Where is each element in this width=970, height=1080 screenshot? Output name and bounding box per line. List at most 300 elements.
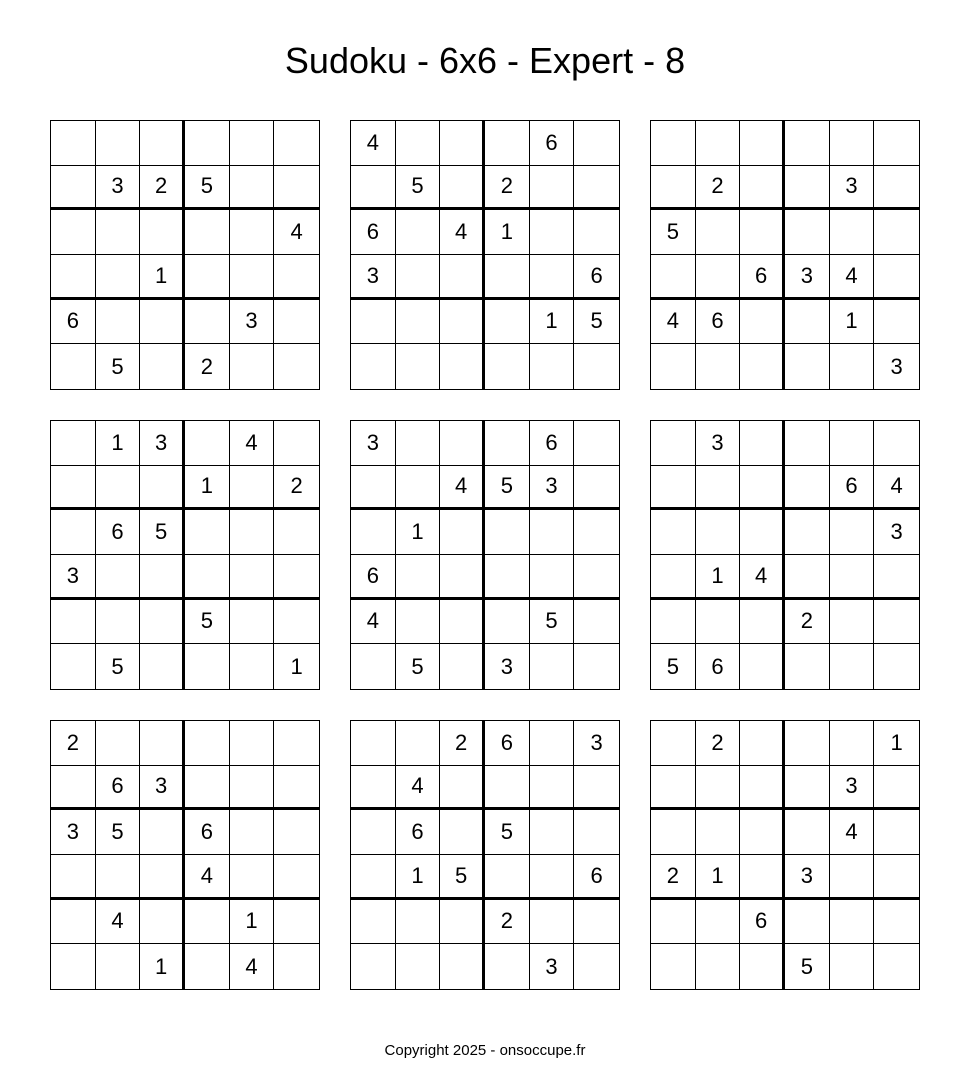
- empty-cell[interactable]: [530, 900, 575, 945]
- given-cell: 2: [485, 900, 530, 945]
- empty-cell[interactable]: [230, 555, 275, 600]
- given-cell: 1: [140, 255, 185, 300]
- empty-cell[interactable]: [574, 644, 619, 689]
- given-cell: 2: [785, 600, 830, 645]
- empty-cell[interactable]: [230, 255, 275, 300]
- given-cell: 4: [874, 466, 919, 511]
- empty-cell[interactable]: [874, 644, 919, 689]
- empty-cell[interactable]: [230, 121, 275, 166]
- empty-cell[interactable]: [740, 644, 785, 689]
- empty-cell[interactable]: [396, 944, 441, 989]
- given-cell: 2: [185, 344, 230, 389]
- page-title: Sudoku - 6x6 - Expert - 8: [284, 40, 686, 81]
- empty-cell[interactable]: [651, 421, 696, 466]
- empty-cell[interactable]: [440, 166, 485, 211]
- empty-cell[interactable]: [696, 210, 741, 255]
- empty-cell[interactable]: [874, 166, 919, 211]
- empty-cell[interactable]: [230, 721, 275, 766]
- empty-cell[interactable]: [530, 855, 575, 900]
- empty-cell[interactable]: [440, 255, 485, 300]
- empty-cell[interactable]: [274, 721, 319, 766]
- empty-cell[interactable]: [96, 600, 141, 645]
- empty-cell[interactable]: [740, 721, 785, 766]
- empty-cell[interactable]: [530, 255, 575, 300]
- empty-cell[interactable]: [396, 900, 441, 945]
- empty-cell[interactable]: [351, 166, 396, 211]
- empty-cell[interactable]: [274, 300, 319, 345]
- empty-cell[interactable]: [230, 600, 275, 645]
- given-cell: 4: [351, 600, 396, 645]
- empty-cell[interactable]: [574, 421, 619, 466]
- empty-cell[interactable]: [485, 421, 530, 466]
- empty-cell[interactable]: [785, 510, 830, 555]
- given-cell: 5: [396, 166, 441, 211]
- given-cell: 5: [96, 810, 141, 855]
- empty-cell[interactable]: [140, 344, 185, 389]
- empty-cell[interactable]: [185, 255, 230, 300]
- given-cell: 6: [396, 810, 441, 855]
- empty-cell[interactable]: [651, 510, 696, 555]
- empty-cell[interactable]: [830, 900, 875, 945]
- empty-cell[interactable]: [874, 810, 919, 855]
- empty-cell[interactable]: [530, 810, 575, 855]
- empty-cell[interactable]: [740, 466, 785, 511]
- empty-cell[interactable]: [651, 121, 696, 166]
- given-cell: 4: [830, 810, 875, 855]
- empty-cell[interactable]: [830, 344, 875, 389]
- given-cell: 5: [485, 466, 530, 511]
- empty-cell[interactable]: [396, 300, 441, 345]
- empty-cell[interactable]: [530, 721, 575, 766]
- given-cell: 3: [530, 466, 575, 511]
- empty-cell[interactable]: [274, 855, 319, 900]
- empty-cell[interactable]: [485, 944, 530, 989]
- empty-cell[interactable]: [574, 810, 619, 855]
- empty-cell[interactable]: [696, 466, 741, 511]
- given-cell: 2: [651, 855, 696, 900]
- empty-cell[interactable]: [785, 421, 830, 466]
- empty-cell[interactable]: [274, 766, 319, 811]
- empty-cell[interactable]: [51, 255, 96, 300]
- empty-cell[interactable]: [51, 600, 96, 645]
- empty-cell[interactable]: [651, 766, 696, 811]
- empty-cell[interactable]: [185, 721, 230, 766]
- given-cell: 6: [530, 421, 575, 466]
- empty-cell[interactable]: [696, 810, 741, 855]
- empty-cell[interactable]: [185, 510, 230, 555]
- empty-cell[interactable]: [140, 466, 185, 511]
- empty-cell[interactable]: [51, 121, 96, 166]
- empty-cell[interactable]: [274, 555, 319, 600]
- empty-cell[interactable]: [485, 344, 530, 389]
- empty-cell[interactable]: [96, 255, 141, 300]
- empty-cell[interactable]: [874, 944, 919, 989]
- empty-cell[interactable]: [351, 344, 396, 389]
- empty-cell[interactable]: [651, 555, 696, 600]
- empty-cell[interactable]: [185, 944, 230, 989]
- empty-cell[interactable]: [740, 944, 785, 989]
- empty-cell[interactable]: [696, 944, 741, 989]
- empty-cell[interactable]: [740, 300, 785, 345]
- given-cell: 6: [574, 255, 619, 300]
- empty-cell[interactable]: [785, 210, 830, 255]
- given-cell: 6: [51, 300, 96, 345]
- empty-cell[interactable]: [785, 344, 830, 389]
- given-cell: 5: [185, 600, 230, 645]
- empty-cell[interactable]: [740, 766, 785, 811]
- empty-cell[interactable]: [51, 900, 96, 945]
- empty-cell[interactable]: [485, 600, 530, 645]
- empty-cell[interactable]: [274, 344, 319, 389]
- empty-cell[interactable]: [396, 555, 441, 600]
- empty-cell[interactable]: [274, 166, 319, 211]
- given-cell: 3: [230, 300, 275, 345]
- empty-cell[interactable]: [740, 855, 785, 900]
- empty-cell[interactable]: [230, 810, 275, 855]
- empty-cell[interactable]: [185, 766, 230, 811]
- given-cell: 5: [651, 644, 696, 689]
- sudoku-grid-9: [650, 720, 920, 990]
- empty-cell[interactable]: [396, 121, 441, 166]
- empty-cell[interactable]: [574, 210, 619, 255]
- empty-cell[interactable]: [830, 944, 875, 989]
- empty-cell[interactable]: [140, 855, 185, 900]
- empty-cell[interactable]: [440, 121, 485, 166]
- empty-cell[interactable]: [51, 644, 96, 689]
- empty-cell[interactable]: [785, 766, 830, 811]
- empty-cell[interactable]: [274, 421, 319, 466]
- empty-cell[interactable]: [830, 600, 875, 645]
- sudoku-grid-6: [650, 420, 920, 690]
- empty-cell[interactable]: [140, 644, 185, 689]
- empty-cell[interactable]: [485, 510, 530, 555]
- empty-cell[interactable]: [530, 166, 575, 211]
- empty-cell[interactable]: [351, 721, 396, 766]
- empty-cell[interactable]: [396, 600, 441, 645]
- given-cell: 1: [396, 510, 441, 555]
- given-cell: 6: [351, 210, 396, 255]
- empty-cell[interactable]: [874, 900, 919, 945]
- empty-cell[interactable]: [230, 510, 275, 555]
- empty-cell[interactable]: [440, 600, 485, 645]
- empty-cell[interactable]: [485, 121, 530, 166]
- given-cell: 3: [485, 644, 530, 689]
- empty-cell[interactable]: [96, 210, 141, 255]
- empty-cell[interactable]: [574, 766, 619, 811]
- empty-cell[interactable]: [140, 900, 185, 945]
- empty-cell[interactable]: [696, 121, 741, 166]
- empty-cell[interactable]: [440, 555, 485, 600]
- empty-cell[interactable]: [530, 644, 575, 689]
- empty-cell[interactable]: [485, 766, 530, 811]
- given-cell: 3: [785, 255, 830, 300]
- given-cell: 5: [530, 600, 575, 645]
- empty-cell[interactable]: [785, 300, 830, 345]
- empty-cell[interactable]: [696, 766, 741, 811]
- given-cell: 5: [574, 300, 619, 345]
- empty-cell[interactable]: [396, 344, 441, 389]
- given-cell: 3: [530, 944, 575, 989]
- empty-cell[interactable]: [185, 300, 230, 345]
- given-cell: 1: [696, 555, 741, 600]
- empty-cell[interactable]: [874, 300, 919, 345]
- empty-cell[interactable]: [51, 210, 96, 255]
- empty-cell[interactable]: [574, 466, 619, 511]
- empty-cell[interactable]: [740, 210, 785, 255]
- given-cell: 6: [696, 644, 741, 689]
- empty-cell[interactable]: [696, 344, 741, 389]
- given-cell: 6: [351, 555, 396, 600]
- empty-cell[interactable]: [274, 121, 319, 166]
- empty-cell[interactable]: [230, 466, 275, 511]
- given-cell: 3: [140, 421, 185, 466]
- empty-cell[interactable]: [574, 121, 619, 166]
- empty-cell[interactable]: [574, 600, 619, 645]
- empty-cell[interactable]: [351, 944, 396, 989]
- empty-cell[interactable]: [485, 555, 530, 600]
- empty-cell[interactable]: [874, 766, 919, 811]
- given-cell: 4: [440, 210, 485, 255]
- empty-cell[interactable]: [530, 210, 575, 255]
- empty-cell[interactable]: [785, 900, 830, 945]
- sudoku-grid-4: [50, 420, 320, 690]
- empty-cell[interactable]: [96, 300, 141, 345]
- empty-cell[interactable]: [274, 600, 319, 645]
- empty-cell[interactable]: [740, 510, 785, 555]
- empty-cell[interactable]: [874, 555, 919, 600]
- given-cell: 5: [440, 855, 485, 900]
- empty-cell[interactable]: [440, 944, 485, 989]
- empty-cell[interactable]: [874, 855, 919, 900]
- empty-cell[interactable]: [274, 255, 319, 300]
- empty-cell[interactable]: [396, 721, 441, 766]
- given-cell: 4: [185, 855, 230, 900]
- copyright-footer: Copyright 2025 - onsoccupe.fr: [384, 1042, 586, 1059]
- empty-cell[interactable]: [485, 255, 530, 300]
- empty-cell[interactable]: [440, 421, 485, 466]
- empty-cell[interactable]: [830, 421, 875, 466]
- empty-cell[interactable]: [874, 121, 919, 166]
- empty-cell[interactable]: [740, 121, 785, 166]
- empty-cell[interactable]: [51, 766, 96, 811]
- empty-cell[interactable]: [140, 210, 185, 255]
- empty-cell[interactable]: [785, 166, 830, 211]
- given-cell: 5: [96, 644, 141, 689]
- empty-cell[interactable]: [396, 255, 441, 300]
- given-cell: 5: [396, 644, 441, 689]
- empty-cell[interactable]: [230, 166, 275, 211]
- given-cell: 2: [51, 721, 96, 766]
- empty-cell[interactable]: [740, 810, 785, 855]
- empty-cell[interactable]: [830, 721, 875, 766]
- empty-cell[interactable]: [874, 421, 919, 466]
- empty-cell[interactable]: [830, 510, 875, 555]
- empty-cell[interactable]: [830, 555, 875, 600]
- empty-cell[interactable]: [351, 510, 396, 555]
- empty-cell[interactable]: [230, 644, 275, 689]
- empty-cell[interactable]: [351, 644, 396, 689]
- given-cell: 4: [440, 466, 485, 511]
- empty-cell[interactable]: [651, 166, 696, 211]
- empty-cell[interactable]: [485, 855, 530, 900]
- given-cell: 5: [185, 166, 230, 211]
- empty-cell[interactable]: [785, 555, 830, 600]
- empty-cell[interactable]: [51, 944, 96, 989]
- empty-cell[interactable]: [351, 766, 396, 811]
- empty-cell[interactable]: [574, 555, 619, 600]
- empty-cell[interactable]: [274, 944, 319, 989]
- empty-cell[interactable]: [185, 644, 230, 689]
- sudoku-grid-7: [50, 720, 320, 990]
- empty-cell[interactable]: [785, 466, 830, 511]
- empty-cell[interactable]: [440, 344, 485, 389]
- empty-cell[interactable]: [351, 855, 396, 900]
- empty-cell[interactable]: [440, 300, 485, 345]
- empty-cell[interactable]: [230, 766, 275, 811]
- empty-cell[interactable]: [396, 210, 441, 255]
- empty-cell[interactable]: [651, 600, 696, 645]
- empty-cell[interactable]: [185, 555, 230, 600]
- empty-cell[interactable]: [696, 255, 741, 300]
- given-cell: 3: [890, 353, 903, 379]
- empty-cell[interactable]: [574, 944, 619, 989]
- empty-cell[interactable]: [651, 255, 696, 300]
- empty-cell[interactable]: [740, 421, 785, 466]
- empty-cell[interactable]: [274, 900, 319, 945]
- given-cell: 6: [696, 300, 741, 345]
- empty-cell[interactable]: [651, 466, 696, 511]
- empty-cell[interactable]: [651, 900, 696, 945]
- given-cell: 3: [696, 421, 741, 466]
- given-cell: 3: [830, 166, 875, 211]
- empty-cell[interactable]: [185, 900, 230, 945]
- given-cell: 1: [830, 300, 875, 345]
- empty-cell[interactable]: [51, 510, 96, 555]
- given-cell: 5: [485, 810, 530, 855]
- empty-cell[interactable]: [351, 900, 396, 945]
- empty-cell[interactable]: [651, 721, 696, 766]
- empty-cell[interactable]: [440, 510, 485, 555]
- given-cell: 6: [96, 510, 141, 555]
- empty-cell[interactable]: [830, 855, 875, 900]
- empty-cell[interactable]: [351, 300, 396, 345]
- empty-cell[interactable]: [274, 510, 319, 555]
- empty-cell[interactable]: [396, 421, 441, 466]
- empty-cell[interactable]: [785, 644, 830, 689]
- empty-cell[interactable]: [785, 721, 830, 766]
- empty-cell[interactable]: [140, 300, 185, 345]
- empty-cell[interactable]: [530, 766, 575, 811]
- empty-cell[interactable]: [574, 900, 619, 945]
- given-cell: 6: [740, 255, 785, 300]
- empty-cell[interactable]: [574, 344, 619, 389]
- empty-cell[interactable]: [351, 466, 396, 511]
- empty-cell[interactable]: [785, 810, 830, 855]
- given-cell: 1: [396, 855, 441, 900]
- empty-cell[interactable]: [140, 600, 185, 645]
- given-cell: 3: [51, 810, 96, 855]
- empty-cell[interactable]: [96, 721, 141, 766]
- empty-cell[interactable]: [830, 121, 875, 166]
- given-cell: 4: [651, 300, 696, 345]
- empty-cell[interactable]: [740, 600, 785, 645]
- given-cell: 1: [290, 653, 303, 679]
- given-cell: 1: [874, 721, 919, 766]
- empty-cell[interactable]: [440, 766, 485, 811]
- empty-cell[interactable]: [185, 121, 230, 166]
- empty-cell[interactable]: [530, 510, 575, 555]
- empty-cell[interactable]: [440, 900, 485, 945]
- empty-cell[interactable]: [874, 210, 919, 255]
- given-cell: 4: [96, 900, 141, 945]
- empty-cell[interactable]: [185, 421, 230, 466]
- empty-cell[interactable]: [651, 810, 696, 855]
- given-cell: 6: [96, 766, 141, 811]
- empty-cell[interactable]: [485, 300, 530, 345]
- empty-cell[interactable]: [696, 510, 741, 555]
- empty-cell[interactable]: [740, 166, 785, 211]
- empty-cell[interactable]: [274, 810, 319, 855]
- empty-cell[interactable]: [96, 944, 141, 989]
- given-cell: 3: [351, 421, 396, 466]
- empty-cell[interactable]: [351, 810, 396, 855]
- empty-cell[interactable]: [140, 810, 185, 855]
- empty-cell[interactable]: [574, 510, 619, 555]
- empty-cell[interactable]: [230, 855, 275, 900]
- given-cell: 3: [51, 555, 96, 600]
- empty-cell[interactable]: [230, 344, 275, 389]
- empty-cell[interactable]: [140, 121, 185, 166]
- empty-cell[interactable]: [874, 600, 919, 645]
- empty-cell[interactable]: [440, 644, 485, 689]
- empty-cell[interactable]: [96, 466, 141, 511]
- empty-cell[interactable]: [140, 555, 185, 600]
- empty-cell[interactable]: [651, 944, 696, 989]
- empty-cell[interactable]: [874, 255, 919, 300]
- empty-cell[interactable]: [651, 344, 696, 389]
- empty-cell[interactable]: [440, 810, 485, 855]
- empty-cell[interactable]: [696, 900, 741, 945]
- empty-cell[interactable]: [51, 421, 96, 466]
- empty-cell[interactable]: [51, 166, 96, 211]
- given-cell: 2: [274, 466, 319, 511]
- empty-cell[interactable]: [785, 121, 830, 166]
- empty-cell[interactable]: [830, 644, 875, 689]
- empty-cell[interactable]: [530, 555, 575, 600]
- empty-cell[interactable]: [140, 721, 185, 766]
- empty-cell[interactable]: [830, 210, 875, 255]
- empty-cell[interactable]: [96, 555, 141, 600]
- given-cell: 3: [830, 766, 875, 811]
- empty-cell[interactable]: [51, 855, 96, 900]
- empty-cell[interactable]: [740, 344, 785, 389]
- empty-cell[interactable]: [96, 855, 141, 900]
- given-cell: 3: [96, 166, 141, 211]
- given-cell: 3: [785, 855, 830, 900]
- empty-cell[interactable]: [696, 600, 741, 645]
- given-cell: 1: [185, 466, 230, 511]
- given-cell: 6: [830, 466, 875, 511]
- empty-cell[interactable]: [185, 210, 230, 255]
- empty-cell[interactable]: [574, 166, 619, 211]
- empty-cell[interactable]: [51, 344, 96, 389]
- empty-cell[interactable]: [51, 466, 96, 511]
- empty-cell[interactable]: [230, 210, 275, 255]
- empty-cell[interactable]: [96, 121, 141, 166]
- given-cell: 4: [351, 121, 396, 166]
- empty-cell[interactable]: [396, 466, 441, 511]
- empty-cell[interactable]: [530, 344, 575, 389]
